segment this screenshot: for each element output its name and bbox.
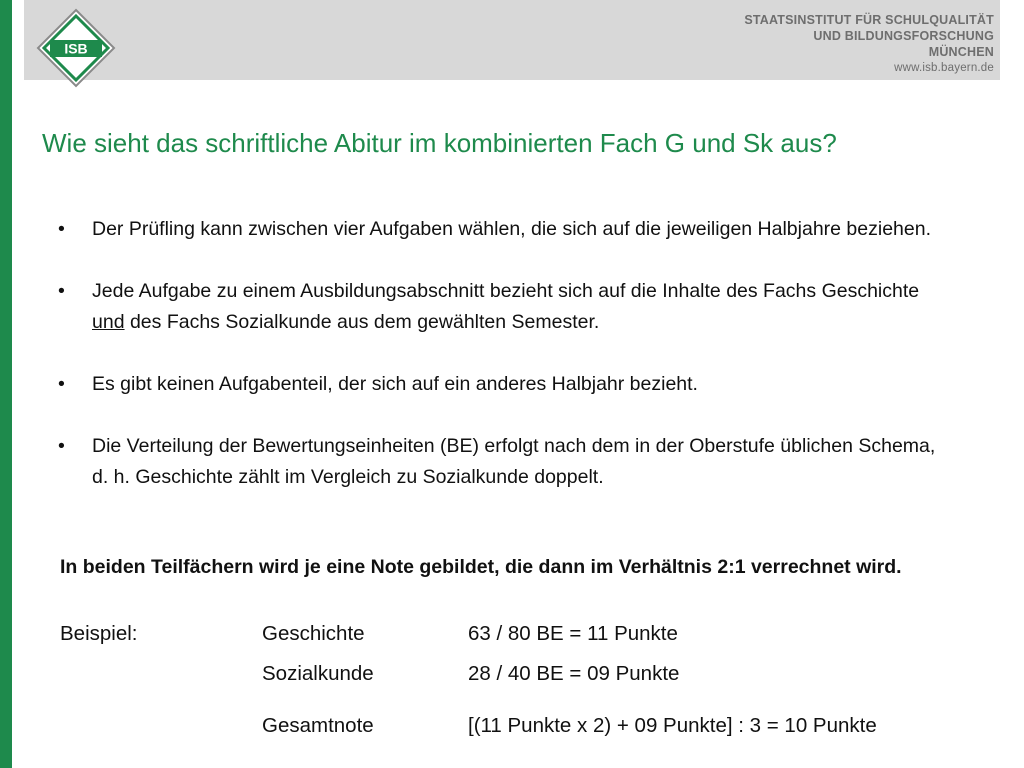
isb-logo xyxy=(36,8,116,88)
example-subject: Geschichte xyxy=(262,622,365,645)
bullet-text: Es gibt keinen Aufgabenteil, der sich auf ein anderes Halbjahr bezieht. xyxy=(92,373,698,395)
bullet-dot-icon: • xyxy=(58,280,65,302)
example-result: 63 / 80 BE = 11 Punkte xyxy=(468,622,678,645)
bullet-item xyxy=(56,276,956,338)
example-subject: Sozialkunde xyxy=(262,662,374,685)
bullet-dot-icon: • xyxy=(58,373,65,395)
bullet-text: Die Verteilung der Bewertungseinheiten (BE) erfolgt nach dem in der Oberstufe üblichen Schema, d. h. Geschichte zählt im Vergleich zu Sozialkunde doppelt. xyxy=(92,435,936,488)
example-result: 28 / 40 BE = 09 Punkte xyxy=(468,662,680,685)
institute-name xyxy=(744,12,994,76)
bullet-text-part: des Fachs Sozialkunde aus dem gewählten Semester. xyxy=(124,311,600,333)
bullet-item xyxy=(56,431,956,493)
example-result: [(11 Punkte x 2) + 09 Punkte] : 3 = 10 Punkte xyxy=(468,714,877,737)
example-row xyxy=(60,622,1000,662)
institute-line-3: MÜNCHEN xyxy=(928,45,994,59)
underlined-word: und xyxy=(92,311,125,333)
bullet-list xyxy=(56,214,956,524)
institute-line-2: UND BILDUNGSFORSCHUNG xyxy=(813,29,994,43)
example-row-total xyxy=(60,714,1000,754)
left-accent-stripe xyxy=(0,0,12,768)
example-label: Beispiel: xyxy=(60,622,138,645)
slide-title: Wie sieht das schriftliche Abitur im kombinierten Fach G und Sk aus? xyxy=(42,128,837,158)
bullet-item xyxy=(56,369,956,400)
institute-line-1: STAATSINSTITUT FÜR SCHULQUALITÄT xyxy=(744,13,994,27)
example-table xyxy=(60,622,1000,754)
bullet-text-part: Jede Aufgabe zu einem Ausbildungsabschnitt bezieht sich auf die Inhalte des Fachs Geschichte xyxy=(92,280,920,302)
bullet-dot-icon: • xyxy=(58,435,65,457)
institute-url: www.isb.bayern.de xyxy=(894,62,994,74)
bullet-item xyxy=(56,214,956,245)
example-subject: Gesamtnote xyxy=(262,714,374,737)
conclusion-text: In beiden Teilfächern wird je eine Note gebildet, die dann im Verhältnis 2:1 verrechnet wird. xyxy=(60,556,902,578)
logo-text: ISB xyxy=(64,40,88,57)
bullet-dot-icon: • xyxy=(58,218,65,240)
example-row xyxy=(60,662,1000,702)
bullet-text: Der Prüfling kann zwischen vier Aufgaben wählen, die sich auf die jeweiligen Halbjahre beziehen. xyxy=(92,218,932,240)
